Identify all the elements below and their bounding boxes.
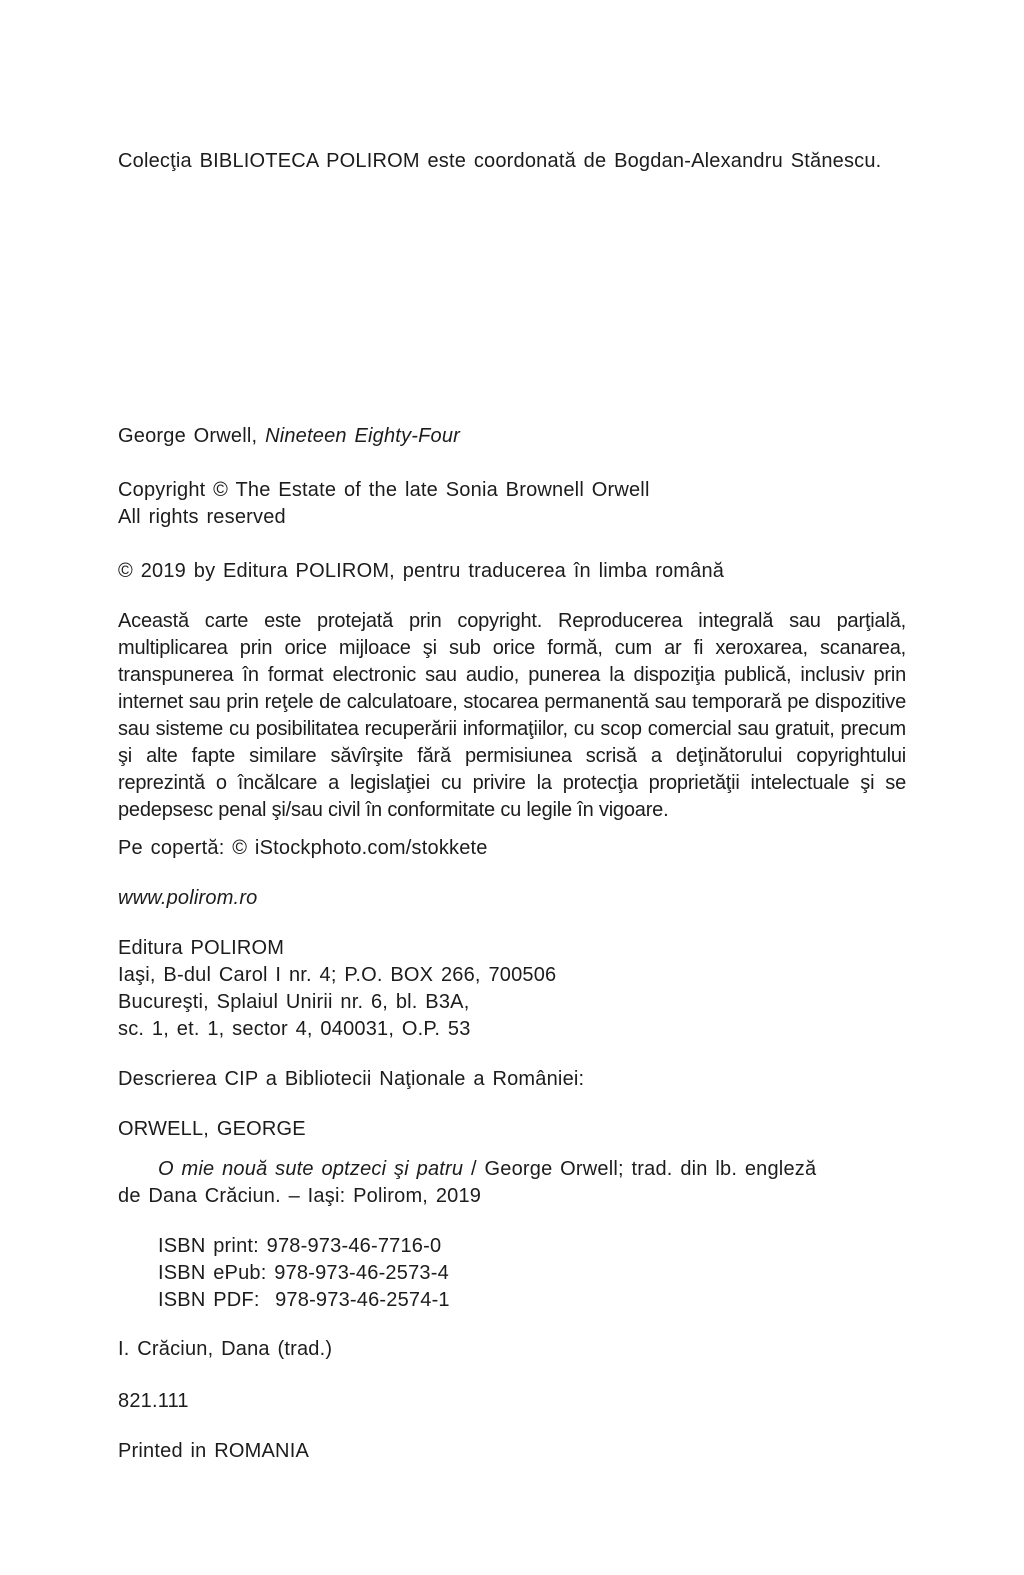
collection-note: Colecţia BIBLIOTECA POLIROM este coordonată de Bogdan-Alexandru Stănescu. <box>118 150 882 172</box>
publisher-address-block <box>118 935 906 1043</box>
publisher-website: www.polirom.ro <box>118 887 258 909</box>
cip-translator-entry: I. Crăciun, Dana (trad.) <box>118 1338 333 1360</box>
cip-heading: Descrierea CIP a Bibliotecii Naţionale a României: <box>118 1068 585 1090</box>
cip-title-rest: / George Orwell; trad. din lb. engleză <box>463 1158 817 1180</box>
book-title: Nineteen Eighty-Four <box>265 425 461 447</box>
romanian-edition-copyright: © 2019 by Editura POLIROM, pentru traducerea în limba română <box>118 560 725 582</box>
publisher-name: Editura POLIROM <box>118 937 285 959</box>
rights-reserved-line: All rights reserved <box>118 506 286 528</box>
publisher-address-iasi: Iaşi, B-dul Carol I nr. 4; P.O. BOX 266, 700506 <box>118 964 557 986</box>
isbn-epub: ISBN ePub: 978-973-46-2573-4 <box>158 1262 449 1284</box>
cip-author-entry: ORWELL, GEORGE <box>118 1118 306 1140</box>
publisher-address-bucuresti: Bucureşti, Splaiul Unirii nr. 6, bl. B3A, <box>118 991 470 1013</box>
isbn-pdf: ISBN PDF: 978-973-46-2574-1 <box>158 1289 450 1311</box>
legal-notice-paragraph: Această carte este protejată prin copyright. Reproducerea integrală sau parţială, multiplicarea prin orice mijloace şi sub orice formă, cum ar fi xeroxarea, scanarea, transpunerea în format electronic sau audio, punerea la dispoziţia publică, inclusiv prin internet sau prin reţele de calculatoare, stocarea permanentă sau temporară pe dispozitive sau sisteme cu posibilitatea recuperării informaţiilor, cu scop comercial sau gratuit, precum şi alte fapte similare săvîrşite fără permisiunea scrisă a deţinătorului copyrightului reprezintă o încălcare a legislaţiei cu privire la protecţia proprietăţii intelectuale şi se pedepsesc penal şi/sau civil în conformitate cu legile în vigoare. <box>118 610 906 821</box>
cip-title-italic: O mie nouă sute optzeci şi patru <box>158 1158 464 1180</box>
book-title-line <box>118 423 906 450</box>
isbn-print: ISBN print: 978-973-46-7716-0 <box>158 1235 442 1257</box>
cip-title-block <box>118 1156 906 1210</box>
cip-title-line2: de Dana Crăciun. – Iaşi: Polirom, 2019 <box>118 1185 482 1207</box>
cip-udc-code: 821.111 <box>118 1390 189 1412</box>
cover-credit: Pe copertă: © iStockphoto.com/stokkete <box>118 837 488 859</box>
cip-title-line <box>118 1156 906 1183</box>
copyright-line: Copyright © The Estate of the late Sonia Brownell Orwell <box>118 479 650 501</box>
book-author: George Orwell, <box>118 425 266 447</box>
publisher-address-sector: sc. 1, et. 1, sector 4, 040031, O.P. 53 <box>118 1018 471 1040</box>
copyright-block <box>118 477 906 531</box>
printed-in-note: Printed in ROMANIA <box>118 1440 309 1462</box>
isbn-block <box>158 1233 906 1314</box>
